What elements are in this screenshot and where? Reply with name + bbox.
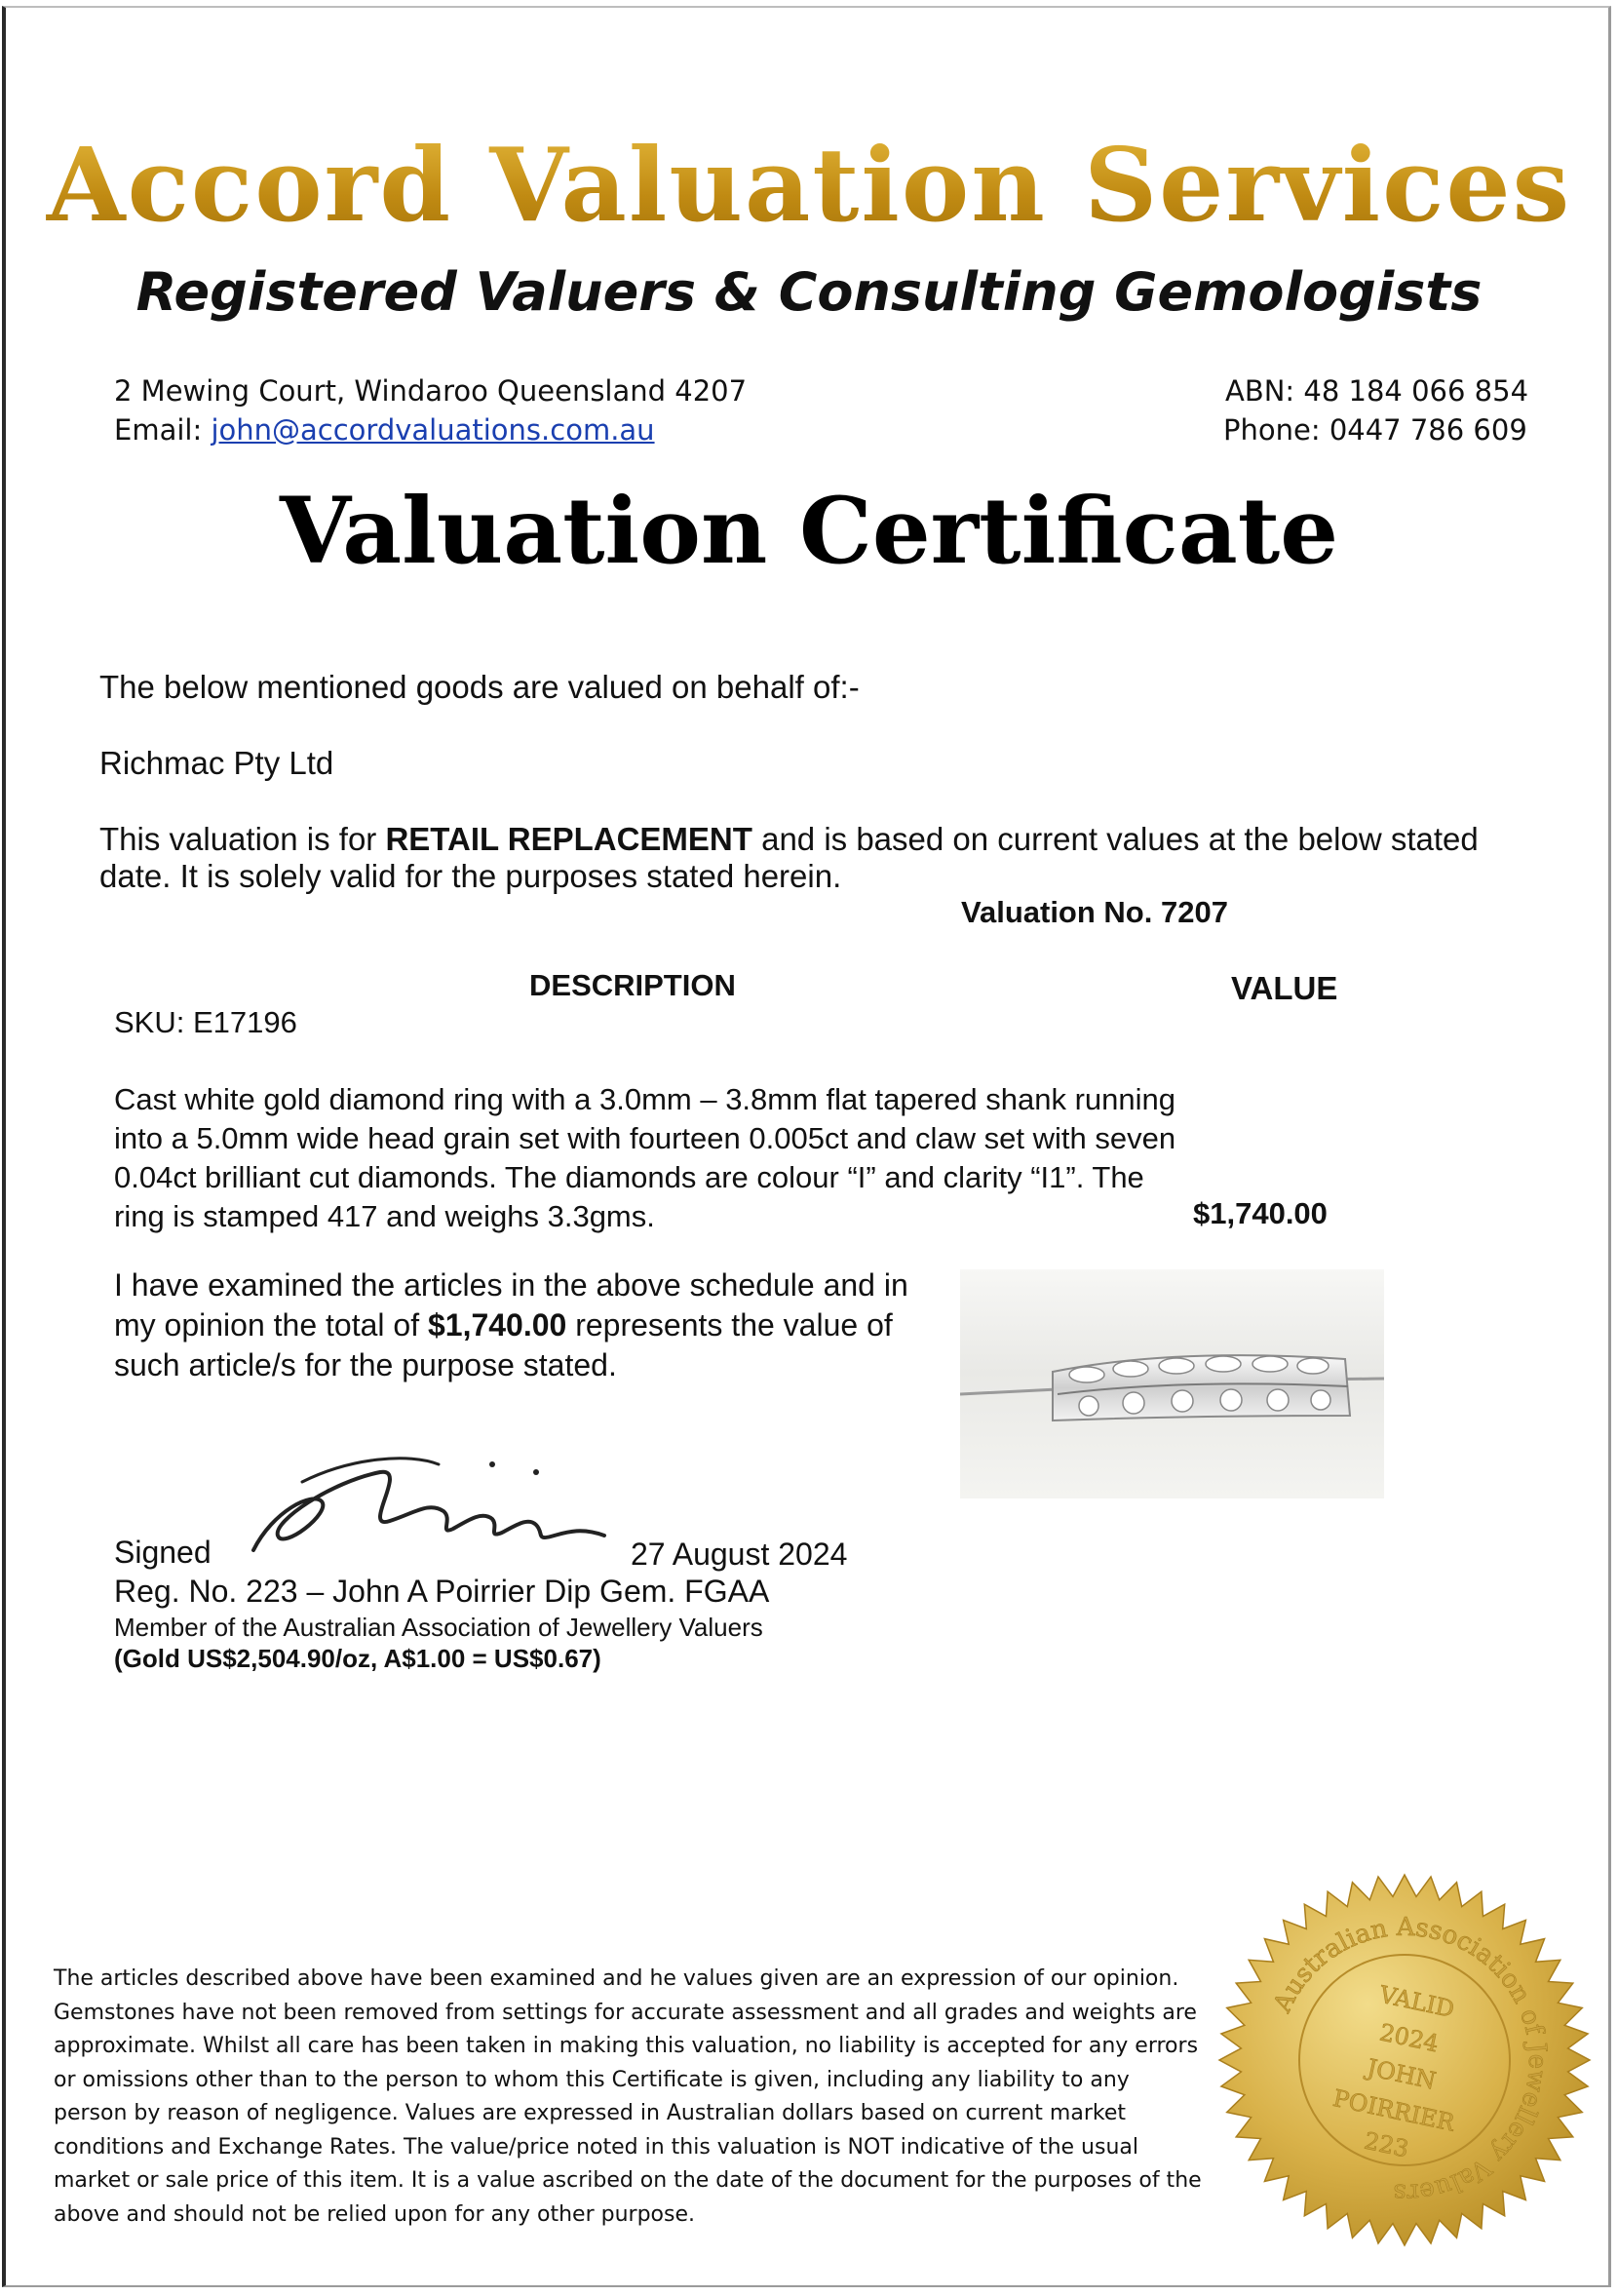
valuer-membership: Member of the Australian Association of Jewellery Valuers xyxy=(114,1613,763,1642)
intro-text: The below mentioned goods are valued on behalf of:- xyxy=(99,669,860,705)
company-name: Accord Valuation Services xyxy=(0,125,1618,245)
certificate-title: Valuation Certificate xyxy=(279,478,1339,585)
purpose-text: This valuation is for RETAIL REPLACEMENT and is based on current values at the below stated xyxy=(99,821,1479,857)
client-name: Richmac Pty Ltd xyxy=(99,745,334,781)
disclaimer: The articles described above have been examined and he values given are an expression of our opinion. Gemstones have not been removed from settings for accurate assessment and all grades and weights are approximate. Whilst all care has been taken in making this valuation, no liability is accepted for any errors or omissions other than to the person to whom this Certificate is given, including any liability to any person by reason of negligence. Values are expressed in Australian dollars based on current market conditions and Exchange Rates. The value/price noted in this valuation is NOT indicative of the usual market or sale price of this item. It is a value ascribed on the date of the document for the purposes of the above and should not be relied upon for any other purpose. xyxy=(54,1966,1202,2227)
seal-line-valid: VALID xyxy=(1376,1980,1457,2024)
purpose-text-line2: date. It is solely valid for the purposes stated herein. xyxy=(99,858,842,894)
valuation-number: Valuation No. 7207 xyxy=(961,895,1228,929)
signature-date: 27 August 2024 xyxy=(631,1537,848,1572)
item-sku: SKU: E17196 xyxy=(114,1005,297,1039)
email-label: Email: xyxy=(114,413,212,447)
item-value: $1,740.00 xyxy=(1193,1196,1328,1230)
purpose-type: RETAIL REPLACEMENT xyxy=(385,821,752,857)
company-tagline: Registered Valuers & Consulting Gemologists xyxy=(135,261,1483,323)
seal-line-first-name: JOHN xyxy=(1365,2053,1439,2095)
company-address: 2 Mewing Court, Windaroo Queensland 4207 xyxy=(114,374,748,408)
seal-ring-text: Australian Association of Jewellery Valuers xyxy=(1267,1912,1553,2208)
total-value: $1,740.00 xyxy=(427,1307,567,1343)
valuer-statement: I have examined the articles in the above schedule and in my opinion the total of $1,740.00 represents the value of such article/s for the purpose stated. xyxy=(114,1267,908,1382)
seal-line-year: 2024 xyxy=(1376,2018,1442,2058)
company-abn: ABN: 48 184 066 854 xyxy=(1225,374,1529,408)
seal-line-surname: POIRRIER xyxy=(1330,2083,1457,2137)
company-phone: Phone: 0447 786 609 xyxy=(1223,413,1527,447)
signed-label: Signed xyxy=(114,1535,212,1570)
ring-photo xyxy=(960,1269,1384,1498)
description-header: DESCRIPTION xyxy=(529,968,736,1002)
valuer-registration: Reg. No. 223 – John A Poirrier Dip Gem. FGAA xyxy=(114,1574,770,1609)
email-link[interactable]: john@accordvaluations.com.au xyxy=(211,413,655,447)
company-email-line xyxy=(114,413,655,447)
gold-seal xyxy=(1216,1872,1593,2248)
item-description: Cast white gold diamond ring with a 3.0mm – 3.8mm flat tapered shank running into a 5.0mm wide head grain set with fourteen 0.005ct and claw set with seven 0.04ct brilliant cut diamonds. The diamonds are colour “I” and clarity “I1”. The ring is stamped 417 and weighs 3.3gms. xyxy=(114,1082,1176,1233)
exchange-rates: (Gold US$2,504.90/oz, A$1.00 = US$0.67) xyxy=(114,1644,601,1673)
seal-line-number: 223 xyxy=(1362,2126,1411,2163)
valuer-signature xyxy=(244,1443,624,1579)
value-header: VALUE xyxy=(1231,970,1338,1006)
